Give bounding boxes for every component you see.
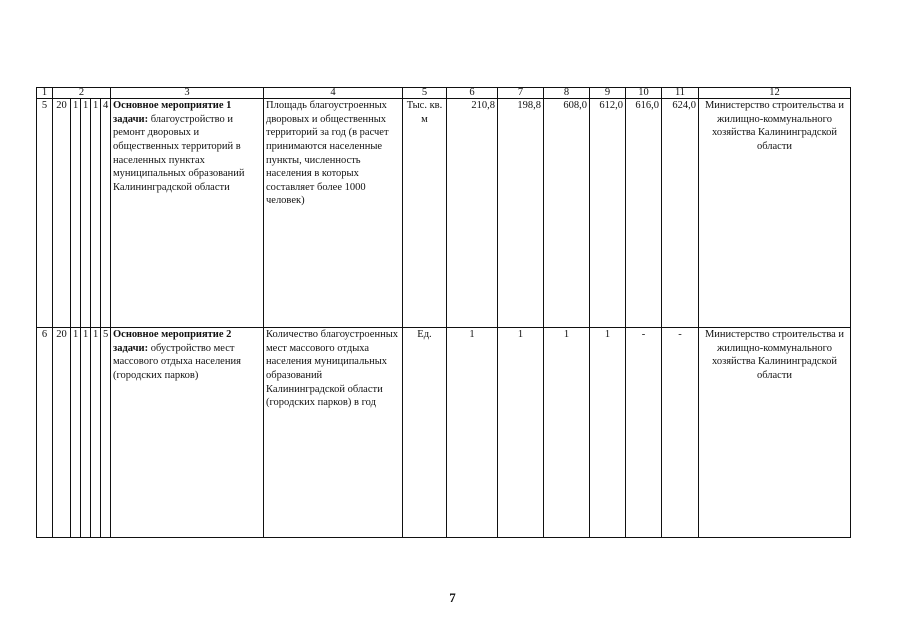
event-label: Основное мероприятие 1 задачи:	[113, 100, 232, 125]
header-cell: 11	[662, 88, 699, 99]
page-number: 7	[449, 590, 456, 605]
header-cell: 8	[544, 88, 590, 99]
program-table	[36, 87, 851, 538]
code-part: 1	[91, 99, 101, 328]
row-number: 6	[37, 328, 53, 538]
row-number: 5	[37, 99, 53, 328]
code-part: 1	[91, 328, 101, 538]
responsible-cell: Министерство строительства и жилищно-коммунального хозяйства Калининградской области	[699, 328, 851, 538]
header-cell: 2	[53, 88, 111, 99]
header-cell: 9	[590, 88, 626, 99]
code-part: 1	[81, 328, 91, 538]
event-cell	[111, 99, 264, 328]
event-text: обустройство мест массового отдыха населения (городских парков)	[113, 342, 241, 381]
value-cell: 1	[447, 328, 498, 538]
header-cell: 1	[37, 88, 53, 99]
event-cell	[111, 328, 264, 538]
unit-cell: Ед.	[403, 328, 447, 538]
value-cell: 612,0	[590, 99, 626, 328]
value-cell: 210,8	[447, 99, 498, 328]
value-cell: -	[626, 328, 662, 538]
header-cell: 6	[447, 88, 498, 99]
header-row	[37, 88, 851, 99]
indicator-cell: Количество благоустроенных мест массового отдыха населения муниципальных образований Калининградской области (городских парков) в год	[264, 328, 403, 538]
value-cell: 1	[590, 328, 626, 538]
code-part: 20	[53, 328, 71, 538]
header-cell: 10	[626, 88, 662, 99]
value-cell: 616,0	[626, 99, 662, 328]
code-part: 1	[71, 99, 81, 328]
header-cell: 7	[498, 88, 544, 99]
event-label: Основное мероприятие 2 задачи:	[113, 329, 232, 354]
code-part: 5	[101, 328, 111, 538]
header-cell: 3	[111, 88, 264, 99]
header-cell: 4	[264, 88, 403, 99]
value-cell: 198,8	[498, 99, 544, 328]
unit-cell: Тыс. кв. м	[403, 99, 447, 328]
value-cell: 624,0	[662, 99, 699, 328]
indicator-cell: Площадь благоустроенных дворовых и общественных территорий за год (в расчет принимаются населенные пункты, численность населения в которых составляет более 1000 человек)	[264, 99, 403, 328]
header-cell: 12	[699, 88, 851, 99]
header-cell: 5	[403, 88, 447, 99]
table-row	[37, 328, 851, 538]
event-text: благоустройство и ремонт дворовых и общественных территорий в населенных пунктах муниципальных образований Калининградской области	[113, 113, 245, 193]
value-cell: 1	[498, 328, 544, 538]
code-part: 1	[71, 328, 81, 538]
value-cell: 608,0	[544, 99, 590, 328]
value-cell: -	[662, 328, 699, 538]
code-part: 1	[81, 99, 91, 328]
responsible-cell: Министерство строительства и жилищно-коммунального хозяйства Калининградской области	[699, 99, 851, 328]
code-part: 4	[101, 99, 111, 328]
value-cell: 1	[544, 328, 590, 538]
table-row	[37, 99, 851, 328]
code-part: 20	[53, 99, 71, 328]
